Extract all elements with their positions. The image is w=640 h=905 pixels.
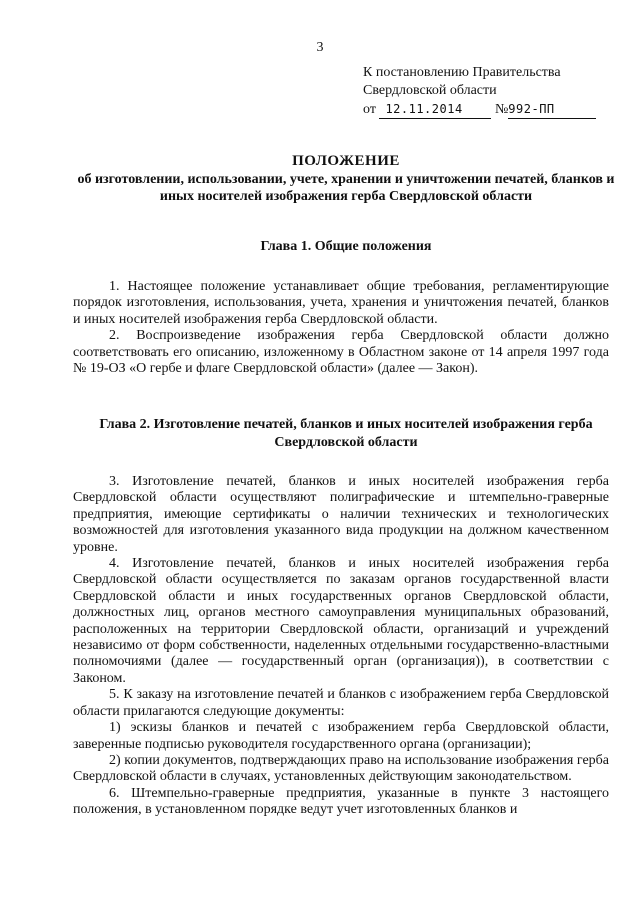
- title-block: [60, 152, 632, 205]
- chapter-1-body: [73, 279, 609, 377]
- paragraph-1: 1. Настоящее положение устанавливает общие требования, регламентирующие порядок изготовления, использования, учета, хранения и уничтожения печатей, бланков и иных носителей изображения герба Свердловской области.: [73, 279, 609, 327]
- attachment-line-3: [363, 100, 623, 119]
- number-label: №: [494, 102, 509, 117]
- attachment-block: [363, 64, 623, 119]
- paragraph-5-item-1: 1) эскизы бланков и печатей с изображением герба Свердловской области, заверенные подписью руководителя государственного органа (организации);: [73, 720, 609, 752]
- paragraph-6: 6. Штемпельно-граверные предприятия, указанные в пункте 3 настоящего положения, в установленном порядке ведут учет изготовленных бланков и: [73, 785, 609, 818]
- chapter-2-heading: Глава 2. Изготовление печатей, бланков и иных носителей изображения герба Свердловской области: [99, 417, 593, 450]
- document-subtitle: об изготовлении, использовании, учете, хранении и уничтожении печатей, бланков и иных носителей изображения герба Свердловской области: [77, 172, 615, 204]
- chapter-1-heading: Глава 1. Общие положения: [260, 239, 432, 254]
- decree-date: 12.11.2014: [379, 100, 491, 119]
- from-label: от: [363, 102, 376, 117]
- paragraph-5-item-2: 2) копии документов, подтверждающих право на использование изображения герба Свердловской области в случаях, установленных действующим законодательством.: [73, 752, 609, 785]
- attachment-line-2: Свердловской области: [363, 83, 497, 98]
- decree-number: 992-ПП: [508, 100, 596, 119]
- paragraph-5: 5. К заказу на изготовление печатей и бланков с изображением герба Свердловской области прилагаются следующие документы:: [73, 687, 609, 719]
- attachment-line-1: К постановлению Правительства: [363, 65, 561, 80]
- document-title: ПОЛОЖЕНИЕ: [292, 153, 400, 169]
- paragraph-4: 4. Изготовление печатей, бланков и иных носителей изображения герба Свердловской области осуществляется по заказам органов государственной власти Свердловской области и иных государственных органов Свердловской области, должностных лиц, органов местного самоуправления муниципальных образований, расположенных на территории Свердловской области, организаций и учреждений независимо от форм собственности, наделенных отдельными государственно-властными полномочиями (далее — государственный орган (организация)), в соответствии с Законом.: [73, 556, 609, 686]
- paragraph-3: 3. Изготовление печатей, бланков и иных носителей изображения герба Свердловской области осуществляют полиграфические и штемпельно-граверные предприятия, имеющие сертификаты о наличии технических и технологических возможностей для изготовления указанного вида продукции на должном качественном уровне.: [73, 474, 609, 555]
- paragraph-2: 2. Воспроизведение изображения герба Свердловской области должно соответствовать его описанию, изложенному в Областном законе от 14 апреля 1997 года № 19-ОЗ «О гербе и флаге Свердловской области» (далее — Закон).: [73, 328, 609, 377]
- page-number: 3: [316, 40, 324, 55]
- chapter-2-body: [73, 474, 609, 819]
